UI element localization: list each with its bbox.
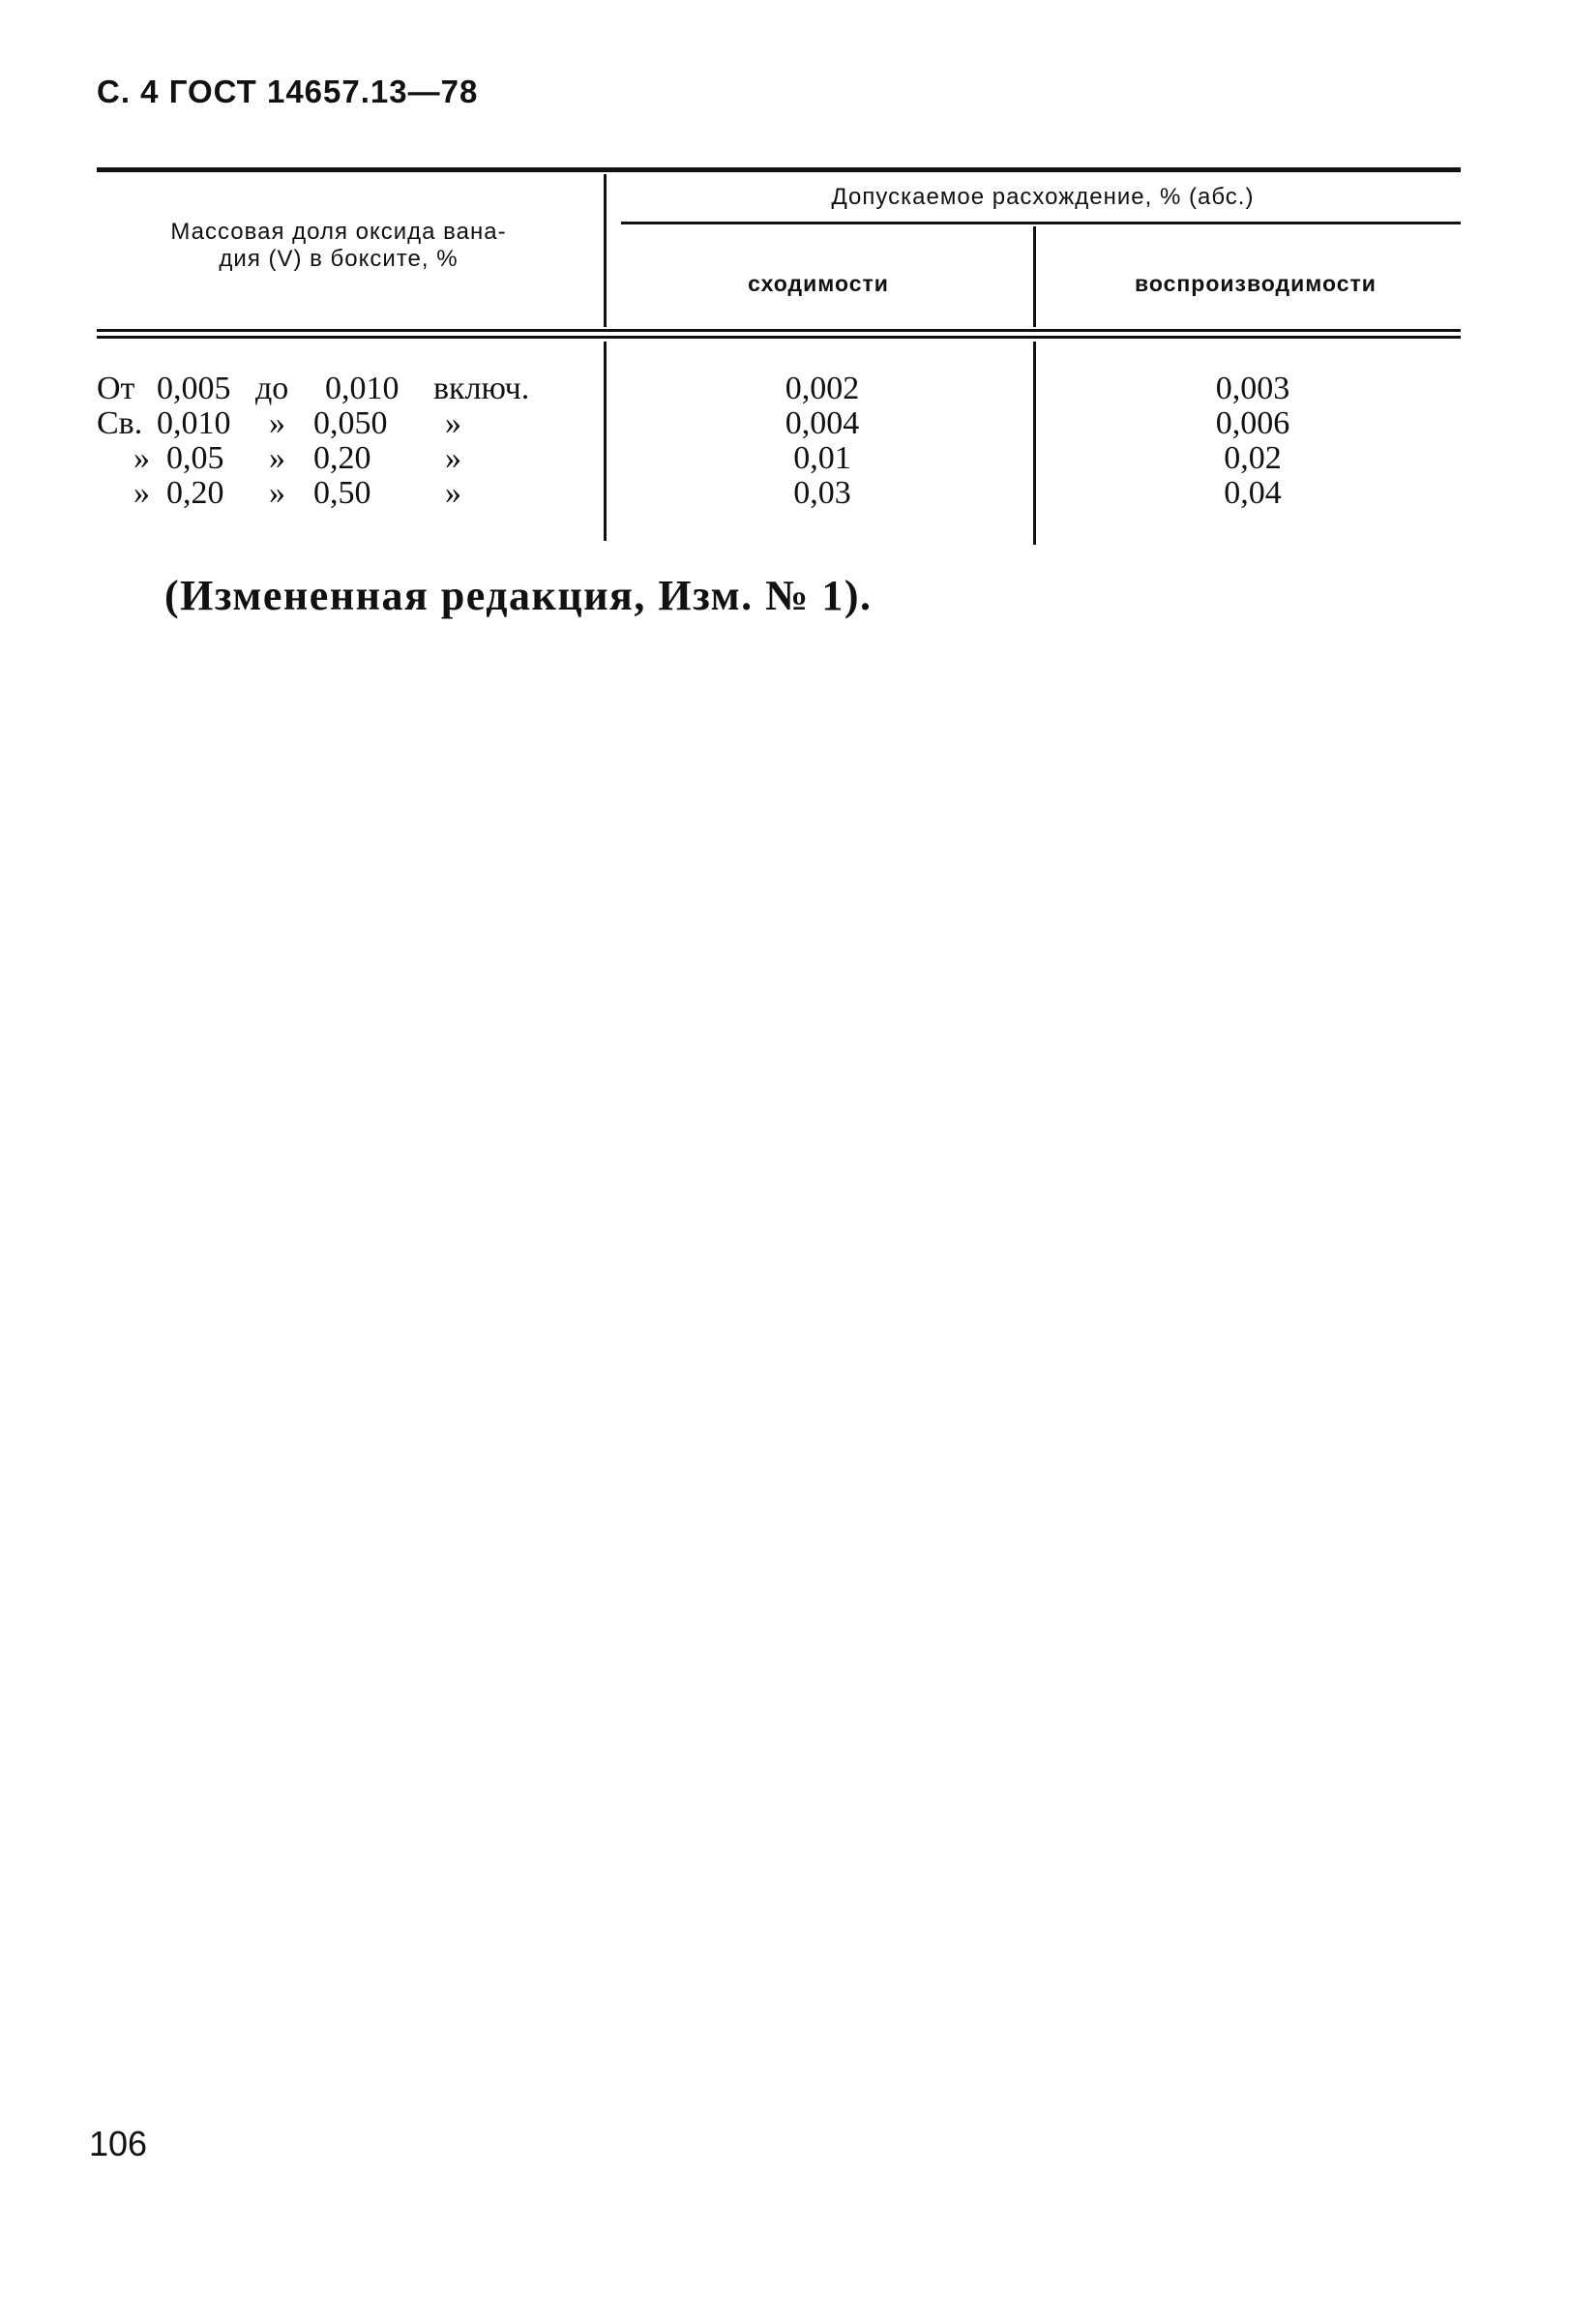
reproducibility-value: 0,02: [1224, 440, 1282, 476]
col1-header: [97, 219, 580, 273]
header-bottom-rule-2: [97, 336, 1461, 339]
range-suffix: включ.: [433, 371, 530, 406]
col3-header: воспроизводимости: [1135, 271, 1377, 296]
range-row: [97, 476, 600, 511]
range-suffix: »: [445, 405, 461, 441]
range-column: [97, 372, 600, 511]
range-prefix: »: [133, 475, 150, 511]
col1-divider-header: [604, 174, 607, 327]
range-from: 0,010: [157, 405, 231, 441]
convergence-value: 0,002: [785, 371, 860, 406]
range-to: 0,50: [313, 475, 371, 511]
col1-divider-body: [604, 342, 607, 541]
amendment-note: (Измененная редакция, Изм. № 1).: [164, 572, 873, 619]
page-ref: С. 4: [97, 74, 160, 109]
range-from: 0,05: [166, 440, 224, 476]
range-row: [97, 372, 600, 406]
convergence-value: 0,004: [785, 405, 860, 441]
range-suffix: »: [445, 440, 461, 476]
range-to: 0,20: [313, 440, 371, 476]
range-row: [97, 441, 600, 476]
range-from: 0,20: [166, 475, 224, 511]
col1-header-line1: Массовая доля оксида вана-: [170, 219, 507, 245]
range-prefix: »: [133, 440, 150, 476]
range-prefix: От: [97, 371, 135, 406]
range-mid: »: [269, 405, 285, 441]
convergence-value: 0,03: [793, 475, 851, 511]
range-mid: »: [269, 440, 285, 476]
reproducibility-value: 0,003: [1215, 371, 1290, 406]
range-suffix: »: [445, 475, 461, 511]
reproducibility-value: 0,04: [1224, 475, 1282, 511]
col1-header-line2: дия (V) в боксите, %: [219, 246, 459, 272]
col2-divider-header: [1033, 226, 1036, 327]
range-to: 0,050: [313, 405, 388, 441]
page-number: 106: [89, 2124, 148, 2163]
range-prefix: Св.: [97, 405, 143, 441]
col2-divider-body: [1033, 342, 1036, 545]
header-bottom-rule-1: [97, 329, 1461, 332]
range-mid: до: [255, 371, 289, 406]
range-from: 0,005: [157, 371, 231, 406]
reproducibility-column: [1166, 372, 1340, 511]
convergence-value: 0,01: [793, 440, 851, 476]
reproducibility-value: 0,006: [1215, 405, 1290, 441]
convergence-column: [735, 372, 909, 511]
range-row: [97, 406, 600, 441]
table-top-rule: [97, 167, 1461, 172]
group-header: Допускаемое расхождение, % (абс.): [831, 184, 1255, 210]
standard-number: ГОСТ 14657.13—78: [168, 74, 479, 109]
range-to: 0,010: [325, 371, 400, 406]
group-header-rule: [621, 222, 1461, 224]
col2-header: сходимости: [748, 271, 889, 296]
range-mid: »: [269, 475, 285, 511]
page-header: [97, 74, 478, 110]
